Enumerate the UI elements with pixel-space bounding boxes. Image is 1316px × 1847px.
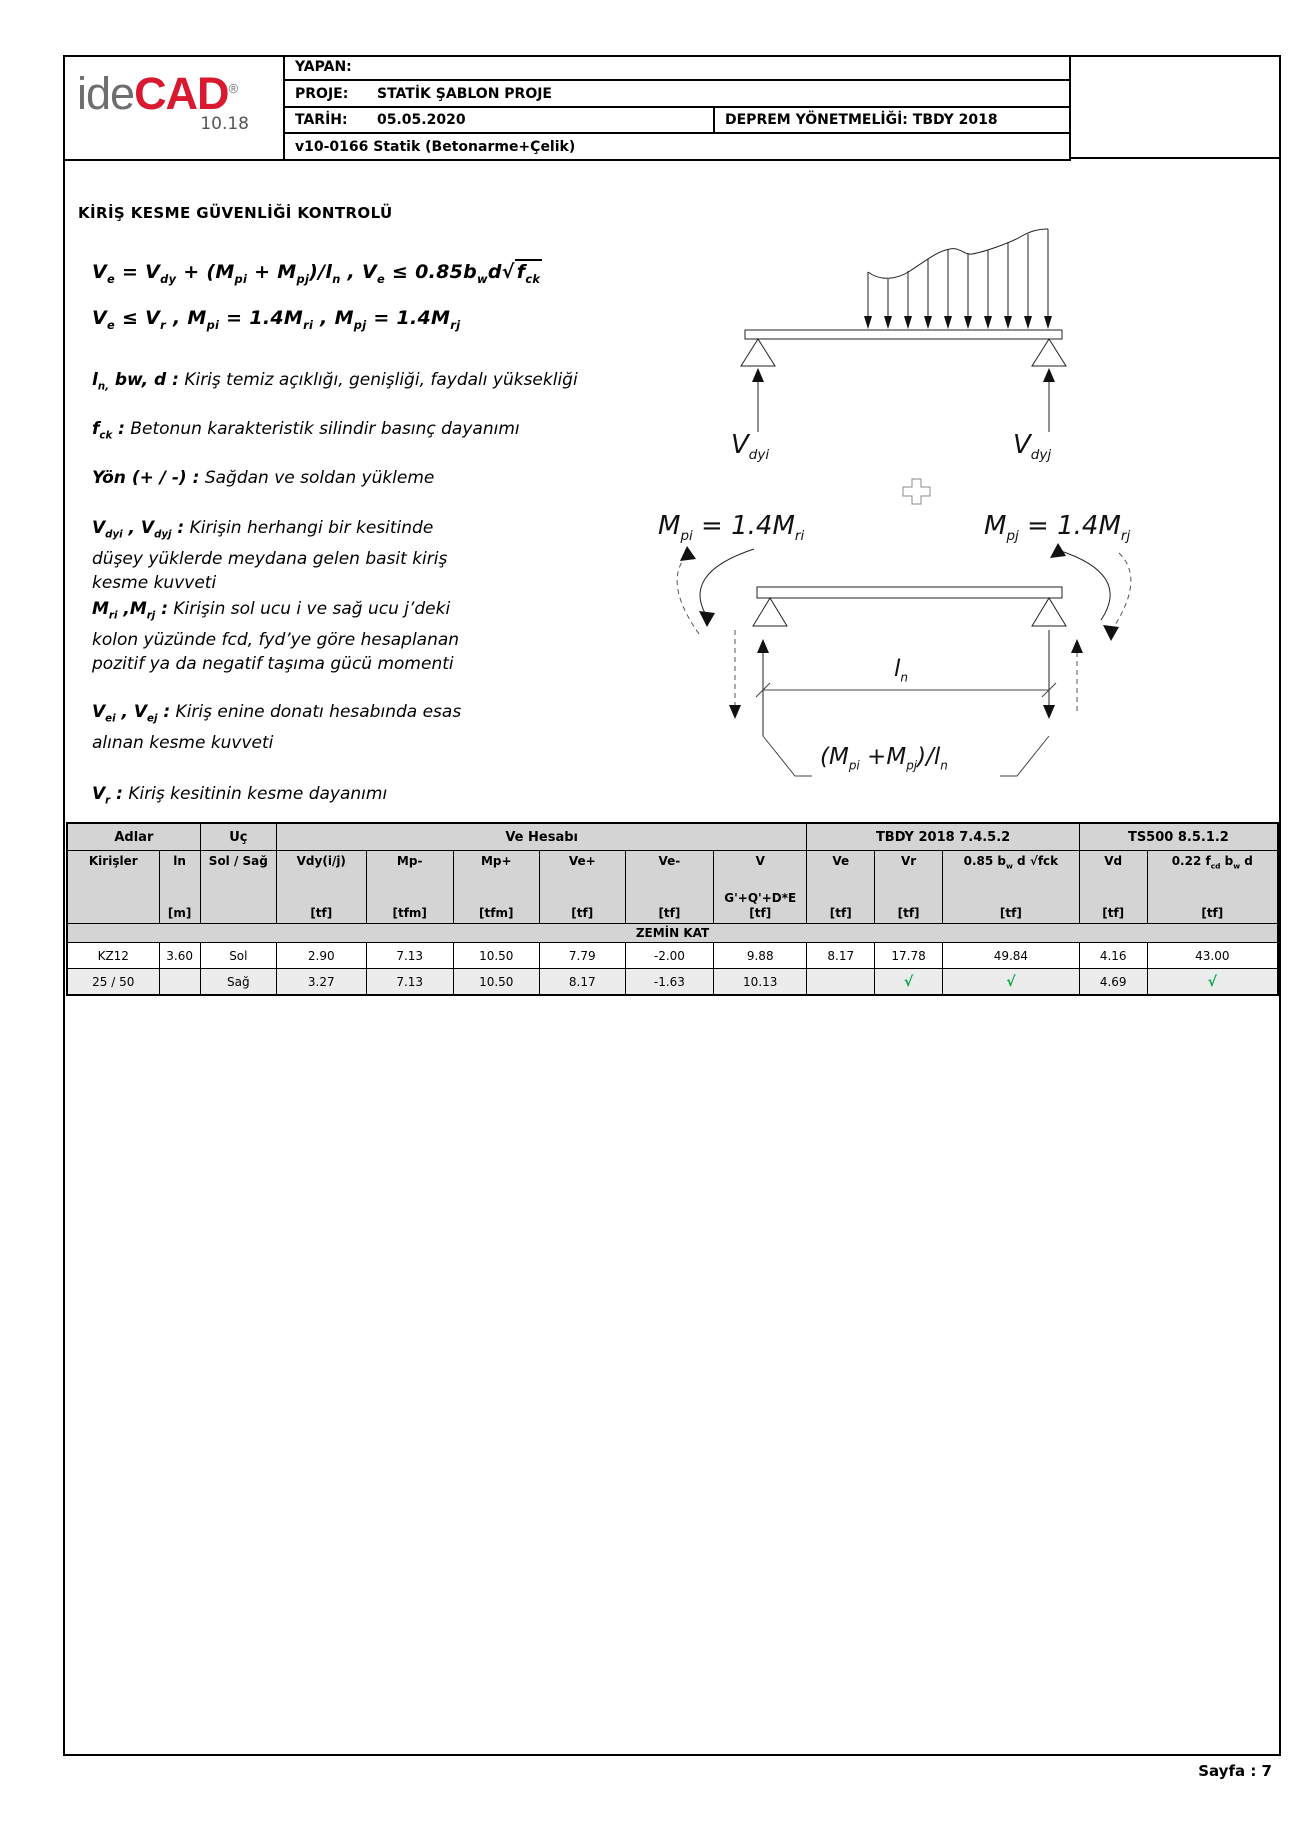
definition-line: $V_r$ : Kiriş kesitinin kesme dayanımı [92,784,388,807]
regulation-value: DEPREM YÖNETMELİĞİ: TBDY 2018 [725,112,998,128]
tarih-value: 05.05.2020 [377,112,466,128]
group-header-cell: Uç [200,823,276,851]
column-header-cell: Ve- [tf] [625,851,713,924]
definition-item [92,466,612,490]
table-cell: 4.69 [1079,969,1147,996]
header-row-proje [285,81,1069,108]
table-cell: 8.17 [539,969,625,996]
column-header-cell: Vdy(i/j) [tf] [276,851,366,924]
definition-item [92,597,612,676]
software-version: v10-0166 Statik (Betonarme+Çelik) [285,134,1069,161]
logo-cad-text: CAD [134,68,229,119]
table-cell: KZ12 [67,943,159,969]
beam-bottom [757,587,1062,598]
idecad-logo [77,65,283,118]
column-header-cell: Kirişler [67,851,159,924]
table-cell: 17.78 [875,943,943,969]
table-cell: 43.00 [1147,943,1278,969]
page-number: Sayfa : 7 [1198,1762,1272,1780]
definition-line: $V_{ei}$ , $V_{ej}$ : Kiriş enine donatı hesabında esas [92,702,462,725]
ln-dimension-line [756,683,1056,697]
table-cell [807,969,875,996]
column-header-cell: Ve+ [tf] [539,851,625,924]
table-cell: 8.17 [807,943,875,969]
column-header-cell: Vd [tf] [1079,851,1147,924]
table-row [67,943,1278,969]
registered-mark-icon: ® [228,81,238,96]
label-mpj: $M_{pj} = 1.4M_{rj}$ [984,511,1131,545]
table-cell: √ [1147,969,1278,996]
definition-line: kesme kuvveti [92,573,217,594]
definition-line: $l_{n,}$ bw, d : Kiriş temiz açıklığı, genişliği, faydalı yüksekliği [92,370,578,393]
column-header-cell: Sol / Sağ [200,851,276,924]
definition-line: kolon yüzünde fcd, fyd’ye göre hesaplanan [92,630,460,651]
distributed-load [868,229,1048,316]
proje-value: STATİK ŞABLON PROJE [377,85,552,102]
column-header-cell: 0.85 $b_w$ d √fck [tf] [942,851,1079,924]
formula-ve: $V_e = V_{dy} + (M_{pi} + M_{pj})/l_n$ , $V_e \le 0.85b_wd√$ $f_{ck}$ [92,261,541,286]
definition-line: alınan kesme kuvveti [92,733,274,754]
table-cell: 25 / 50 [67,969,159,996]
table-cell [159,969,200,996]
plus-icon [903,479,930,504]
definition-line: $f_{ck}$ : Betonun karakteristik silindir basınç dayanımı [92,419,520,442]
tarih-label: TARİH: [295,112,348,128]
table-cell: √ [942,969,1079,996]
definition-item [92,782,612,813]
table-cell: 49.84 [942,943,1079,969]
group-header-cell: Adlar [67,823,200,851]
table-cell: Sağ [200,969,276,996]
label-vdyi: $V_{dyi}$ [731,430,770,464]
column-header-cell: Vr [tf] [875,851,943,924]
column-header-cell: ln [m] [159,851,200,924]
table-cell: 10.50 [453,943,539,969]
table-cell: -2.00 [625,943,713,969]
table-cell: 4.16 [1079,943,1147,969]
table-cell: 2.90 [276,943,366,969]
logo-ide-text: ide [77,68,135,119]
group-header-cell: TS500 8.5.1.2 [1079,823,1278,851]
header-row-yapan [285,55,1069,81]
column-header-cell: V G'+Q'+D*E [tf] [714,851,807,924]
table-cell: 7.79 [539,943,625,969]
definition-item [92,516,612,595]
page-title: KİRİŞ KESME GÜVENLİĞİ KONTROLÜ [78,204,393,222]
label-shear-sum: $(M_{pi} +M_{pj})/l_n$ [820,744,948,773]
definition-line: pozitif ya da negatif taşıma gücü momenti [92,654,454,675]
reaction-arrows [752,368,1055,432]
table-cell: 7.13 [366,969,453,996]
supports-bottom [753,598,1066,626]
definition-item [92,700,612,755]
yapan-label: YAPAN: [295,59,352,75]
header-info-block [285,55,1071,161]
proje-label: PROJE: [295,85,349,102]
formula-ve-limits: $V_e \le V_r$ , $M_{pi} = 1.4M_{ri}$ , $M_{pj} = 1.4M_{rj}$ [92,307,461,332]
definition-line: düşey yüklerde meydana gelen basit kiriş [92,549,448,570]
company-logo [63,55,285,161]
column-header-cell: Ve [tf] [807,851,875,924]
column-header-cell: Mp- [tfm] [366,851,453,924]
definition-item [92,417,612,448]
table-cell: 3.60 [159,943,200,969]
table-cell: 9.88 [714,943,807,969]
label-vdyj: $V_{dyj}$ [1013,430,1052,464]
table-cell: 3.27 [276,969,366,996]
label-ln: $l_n$ [894,656,908,685]
group-header-cell: TBDY 2018 7.4.5.2 [807,823,1079,851]
column-header-cell: Mp+ [tfm] [453,851,539,924]
table-section-row [67,924,1278,943]
logo-version: 10.18 [200,114,249,134]
group-header-cell: Ve Hesabı [276,823,806,851]
header-empty-cell [1071,55,1281,159]
load-arrowheads [864,316,1052,329]
definition-line: $M_{ri}$ $,M_{rj}$ : Kirişin sol ucu i ve sağ ucu j’deki [92,599,451,622]
tarih-cell [285,108,715,132]
supports-top [741,339,1066,366]
table-cell: Sol [200,943,276,969]
table-column-header-row [67,851,1278,924]
column-header-cell: 0.22 $f_{cd}$ $b_w$ d [tf] [1147,851,1278,924]
table-cell: √ [875,969,943,996]
definition-item [92,368,612,399]
table-cell: 7.13 [366,943,453,969]
results-table [66,822,1279,996]
table-cell: 10.50 [453,969,539,996]
table-cell: -1.63 [625,969,713,996]
definition-line: Yön (+ / -) : Sağdan ve soldan yükleme [92,468,435,488]
beam-shear-diagram [620,185,1290,800]
label-mpi: $M_{pi} = 1.4M_{ri}$ [658,511,805,545]
table-group-header-row [67,823,1278,851]
section-label: ZEMİN KAT [67,924,1278,943]
beam-top [745,330,1062,339]
header-row-tarih [285,108,1069,134]
table-row [67,969,1278,996]
definition-line: $V_{dyi}$ , $V_{dyj}$ : Kirişin herhangi bir kesitinde [92,518,434,541]
table-cell: 10.13 [714,969,807,996]
